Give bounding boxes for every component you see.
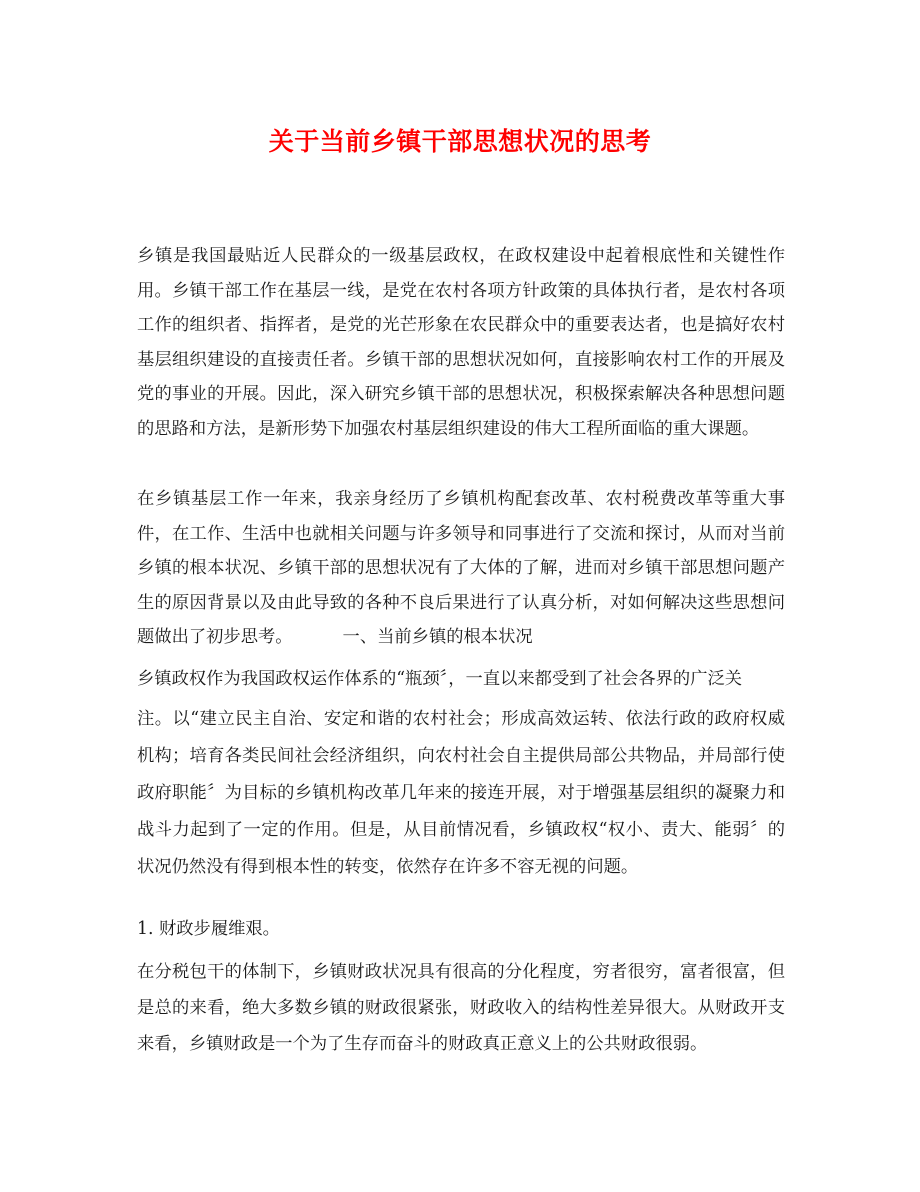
paragraph-bottleneck: 乡镇政权作为我国政权运作体系的“瓶颈〞，一直以来都受到了社会各界的广泛关 bbox=[137, 669, 743, 689]
paragraph-experience bbox=[137, 482, 785, 655]
paragraph-experience-text: 在乡镇基层工作一年来，我亲身经历了乡镇机构配套改革、农村税费改革等重大事件，在工作、生活中也就相关问题与许多领导和同事进行了交流和探讨，从而对当前乡镇的根本状况、乡镇干部的思想状况有了大体的了解，进而对乡镇干部思想问题产生的原因背景以及由此导致的各种不良后果进行了认真分析，对如何解决这些思想问题做出了初步思考。 bbox=[137, 489, 785, 647]
paragraph-intro: 乡镇是我国最贴近人民群众的一级基层政权，在政权建设中起着根底性和关键性作用。乡镇干部工作在基层一线，是党在农村各项方针政策的具体执行者，是农村各项工作的组织者、指挥者，是党的光芒形象在农民群众中的重要表达者，也是搞好农村基层组织建设的直接责任者。乡镇干部的思想状况如何，直接影响农村工作的开展及党的事业的开展。因此，深入研究乡镇干部的思想状况，积极探索解决各种思想问题的思路和方法，是新形势下加强农村基层组织建设的伟大工程所面临的重大课题。 bbox=[137, 246, 785, 439]
paragraph-finance: 在分税包干的体制下，乡镇财政状况具有很高的分化程度，穷者很穷，富者很富，但是总的来看，绝大多数乡镇的财政很紧张，财政收入的结构性差异很大。从财政开支来看，乡镇财政是一个为了生存而奋斗的财政真正意义上的公共财政很弱。 bbox=[137, 962, 785, 1054]
document-title: 关于当前乡镇干部思想状况的思考 bbox=[268, 127, 652, 156]
section-heading: 一、当前乡镇的根本状况 bbox=[342, 627, 533, 647]
subheading-finance: 1. 财政步履维艰。 bbox=[137, 919, 280, 939]
paragraph-reform: 注。以“建立民主自治、安定和谐的农村社会；形成高效运转、依法行政的政府权威机构；培育各类民间社会经济组织，向农村社会自主提供局部公共物品，并局部行使政府职能〞为目标的乡镇机构改革几年来的接连开展，对于增强基层组织的凝聚力和战斗力起到了一定的作用。但是，从目前情况看，乡镇政权“权小、责大、能弱〞的状况仍然没有得到根本性的转变，依然存在许多不容无视的问题。 bbox=[137, 709, 785, 877]
